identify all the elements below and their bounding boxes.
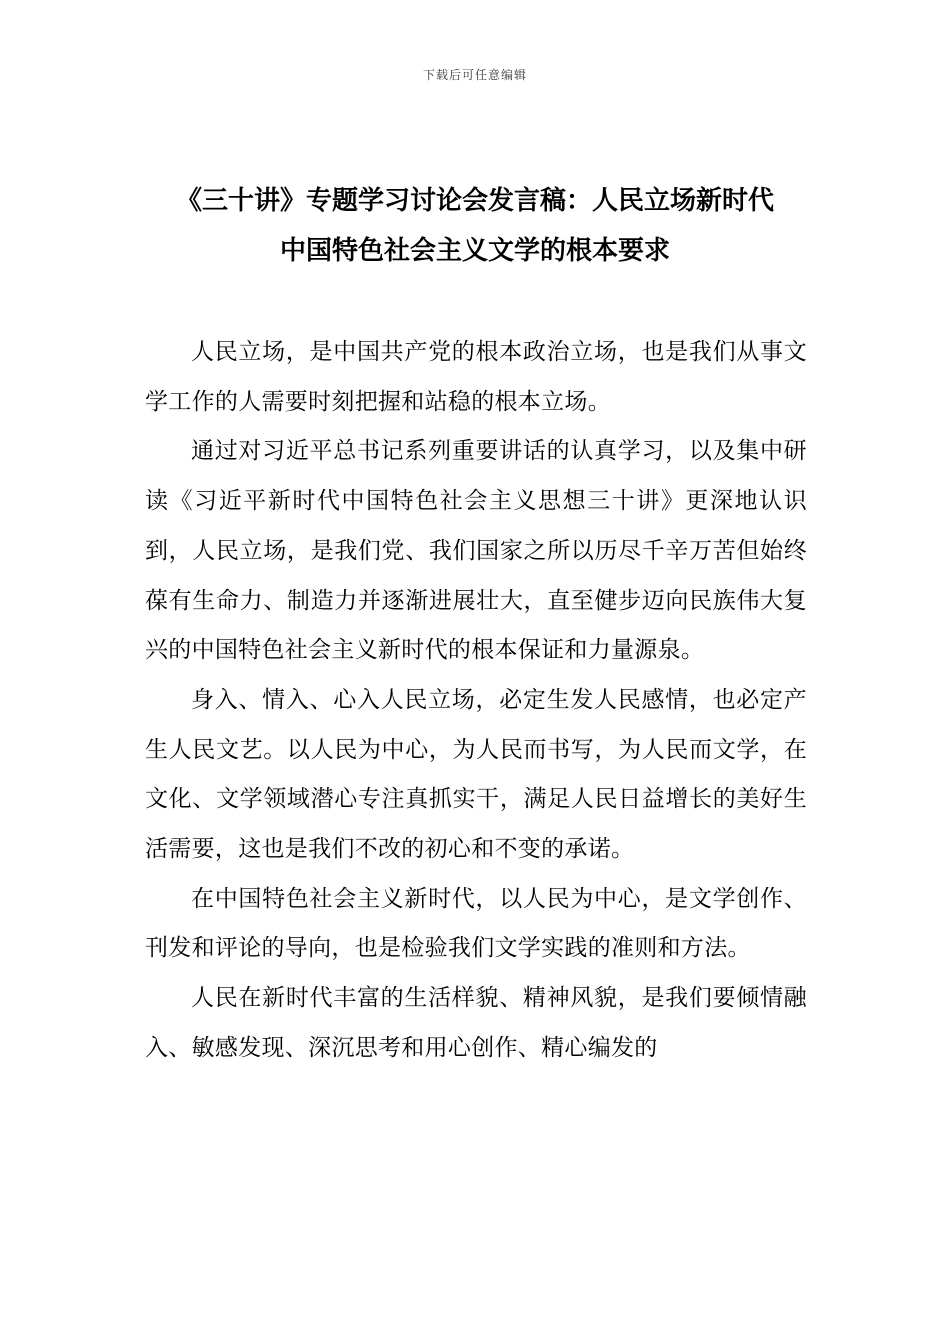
document-body <box>145 328 807 1074</box>
title-line-1: 《三十讲》专题学习讨论会发言稿：人民立场新时代 <box>175 186 774 216</box>
paragraph: 人民在新时代丰富的生活样貌、精神风貌，是我们要倾情融入、敏感发现、深沉思考和用心创作、精心编发的 <box>145 985 807 1061</box>
title-line-2: 中国特色社会主义文学的根本要求 <box>279 236 670 266</box>
document-title <box>120 176 830 276</box>
paragraph: 身入、情入、心入人民立场，必定生发人民感情，也必定产生人民文艺。以人民为中心，为人民而书写，为人民而文学，在文化、文学领域潜心专注真抓实干，满足人民日益增长的美好生活需要，这也是我们不改的初心和不变的承诺。 <box>145 686 807 863</box>
paragraph: 在中国特色社会主义新时代，以人民为中心，是文学创作、刊发和评论的导向，也是检验我们文学实践的准则和方法。 <box>145 885 807 962</box>
paragraph: 通过对习近平总书记系列重要讲话的认真学习，以及集中研读《习近平新时代中国特色社会主义思想三十讲》更深地认识到，人民立场，是我们党、我们国家之所以历尽千辛万苦但始终葆有生命力、制造力并逐渐进展壮大，直至健步迈向民族伟大复兴的中国特色社会主义新时代的根本保证和力量源泉。 <box>145 438 807 664</box>
paragraph: 人民立场，是中国共产党的根本政治立场，也是我们从事文学工作的人需要时刻把握和站稳的根本立场。 <box>145 339 807 415</box>
header-note: 下载后可任意编辑 <box>422 68 527 82</box>
